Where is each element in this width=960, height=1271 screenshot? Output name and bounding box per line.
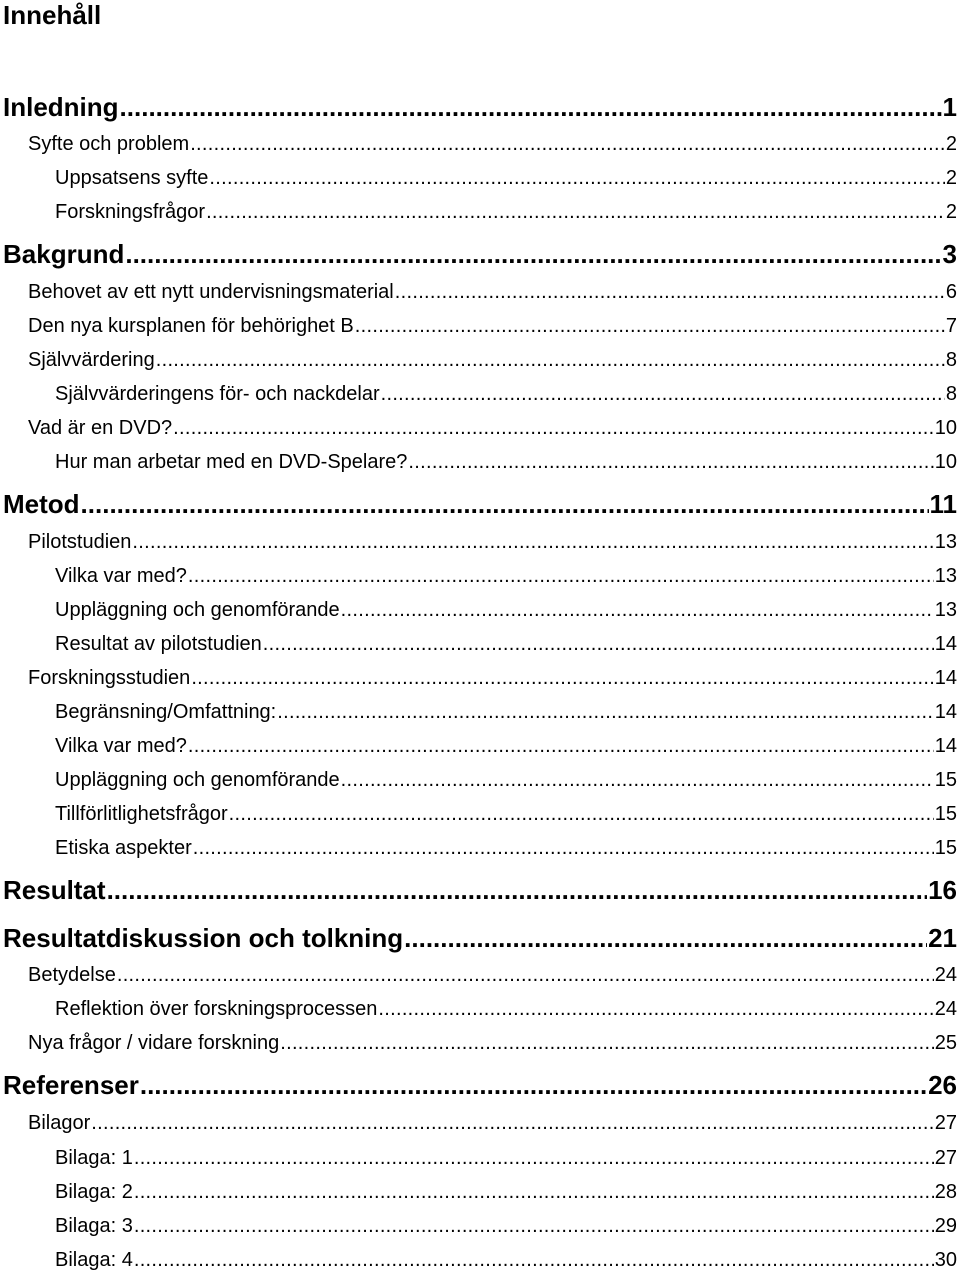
toc-entry-label: Resultat av pilotstudien: [55, 633, 262, 655]
toc-entry-label: Pilotstudien: [28, 531, 132, 553]
toc-entry[interactable]: [55, 838, 957, 858]
toc-dot-leader: [125, 241, 941, 267]
toc-entry-label: Referenser: [3, 1070, 139, 1100]
toc-dot-leader: [280, 1033, 934, 1053]
toc-entry[interactable]: [28, 1033, 957, 1053]
toc-entry-page-number: 3: [942, 239, 957, 269]
toc-entry[interactable]: [55, 566, 957, 586]
toc-entry-label: Betydelse: [28, 964, 116, 986]
toc-entry-page-number: 6: [945, 281, 957, 303]
toc-entry[interactable]: [3, 925, 957, 951]
toc-dot-leader: [134, 1148, 934, 1168]
toc-entry[interactable]: [55, 452, 957, 472]
toc-entry-label: Metod: [3, 489, 80, 519]
toc-entry-page-number: 13: [934, 531, 957, 553]
toc-entry-label: Bilaga: 4: [55, 1249, 133, 1271]
toc-entry-page-number: 2: [945, 167, 957, 189]
toc-dot-leader: [277, 702, 934, 722]
toc-entry-page-number: 11: [929, 489, 957, 519]
toc-entry-page-number: 16: [928, 875, 957, 905]
toc-entry[interactable]: [55, 1216, 957, 1236]
toc-entry-page-number: 2: [945, 201, 957, 223]
toc-entry-page-number: 24: [934, 998, 957, 1020]
toc-dot-leader: [81, 491, 929, 517]
toc-entry-label: Hur man arbetar med en DVD-Spelare?: [55, 451, 408, 473]
toc-entry[interactable]: [28, 668, 957, 688]
toc-entry-label: Reflektion över forskningsprocessen: [55, 998, 378, 1020]
toc-entry-page-number: 14: [934, 701, 957, 723]
toc-entry[interactable]: [55, 600, 957, 620]
toc-entry-page-number: 28: [934, 1181, 957, 1203]
toc-entry[interactable]: [28, 418, 957, 438]
toc-entry-label: Självvärdering: [28, 349, 155, 371]
toc-entry-label: Nya frågor / vidare forskning: [28, 1032, 280, 1054]
toc-dot-leader: [408, 452, 933, 472]
toc-dot-leader: [341, 600, 934, 620]
toc-entry-page-number: 21: [928, 923, 957, 953]
toc-dot-leader: [395, 282, 945, 302]
toc-entry[interactable]: [55, 1182, 957, 1202]
toc-entry[interactable]: [28, 282, 957, 302]
toc-dot-leader: [156, 350, 945, 370]
toc-dot-leader: [404, 925, 927, 951]
toc-dot-leader: [229, 804, 934, 824]
toc-dot-leader: [134, 1216, 934, 1236]
toc-entry-label: Bilaga: 3: [55, 1215, 133, 1237]
toc-entry[interactable]: [55, 736, 957, 756]
toc-entry-page-number: 7: [945, 315, 957, 337]
toc-dot-leader: [206, 202, 945, 222]
toc-entry[interactable]: [55, 168, 957, 188]
toc-entry[interactable]: [28, 532, 957, 552]
toc-entry-label: Inledning: [3, 92, 119, 122]
toc-entry[interactable]: [28, 965, 957, 985]
toc-entry[interactable]: [28, 1113, 957, 1133]
toc-entry[interactable]: [55, 702, 957, 722]
toc-entry-label: Begränsning/Omfattning:: [55, 701, 277, 723]
toc-dot-leader: [91, 1113, 933, 1133]
toc-entry-label: Bilaga: 1: [55, 1147, 133, 1169]
toc-dot-leader: [132, 532, 933, 552]
toc-entry[interactable]: [55, 202, 957, 222]
toc-entry-label: Bakgrund: [3, 239, 125, 269]
toc-dot-leader: [191, 668, 933, 688]
toc-dot-leader: [120, 94, 942, 120]
toc-entry-page-number: 27: [934, 1112, 957, 1134]
toc-entry-page-number: 15: [934, 837, 957, 859]
toc-entry[interactable]: [55, 384, 957, 404]
toc-entry-page-number: 26: [928, 1070, 957, 1100]
toc-entry-label: Bilaga: 2: [55, 1181, 133, 1203]
toc-dot-leader: [173, 418, 934, 438]
toc-entry-page-number: 14: [934, 633, 957, 655]
toc-entry-label: Vilka var med?: [55, 735, 187, 757]
toc-entry-label: Resultatdiskussion och tolkning: [3, 923, 404, 953]
toc-entry-label: Tillförlitlighetsfrågor: [55, 803, 228, 825]
toc-entry-page-number: 8: [945, 383, 957, 405]
toc-dot-leader: [381, 384, 945, 404]
toc-dot-leader: [140, 1072, 927, 1098]
toc-entry[interactable]: [55, 634, 957, 654]
toc-entry-page-number: 25: [934, 1032, 957, 1054]
toc-entry-page-number: 24: [934, 964, 957, 986]
page-title: Innehåll: [3, 0, 102, 30]
toc-entry-label: Vilka var med?: [55, 565, 187, 587]
toc-dot-leader: [134, 1182, 934, 1202]
toc-dot-leader: [193, 838, 934, 858]
toc-entry[interactable]: [28, 316, 957, 336]
toc-entry[interactable]: [3, 1072, 957, 1098]
toc-dot-leader: [117, 965, 934, 985]
toc-dot-leader: [355, 316, 945, 336]
toc-entry-label: Självvärderingens för- och nackdelar: [55, 383, 380, 405]
toc-entry[interactable]: [28, 350, 957, 370]
toc-entry-label: Forskningsstudien: [28, 667, 191, 689]
toc-entry[interactable]: [3, 877, 957, 903]
toc-entry-page-number: 10: [934, 451, 957, 473]
toc-entry-page-number: 15: [934, 769, 957, 791]
toc-entry-label: Forskningsfrågor: [55, 201, 206, 223]
toc-dot-leader: [190, 134, 945, 154]
toc-entry-page-number: 13: [934, 565, 957, 587]
toc-entry-label: Uppläggning och genomförande: [55, 769, 340, 791]
toc-dot-leader: [107, 877, 928, 903]
toc-entry-page-number: 13: [934, 599, 957, 621]
toc-entry-label: Bilagor: [28, 1112, 91, 1134]
toc-entry-page-number: 14: [934, 735, 957, 757]
toc-dot-leader: [134, 1250, 934, 1270]
toc-dot-leader: [341, 770, 934, 790]
toc-entry-label: Vad är en DVD?: [28, 417, 173, 439]
toc-entry[interactable]: [3, 241, 957, 267]
toc-dot-leader: [188, 736, 934, 756]
toc-dot-leader: [378, 999, 933, 1019]
toc-entry-label: Etiska aspekter: [55, 837, 192, 859]
toc-entry[interactable]: [55, 1250, 957, 1270]
toc-entry[interactable]: [3, 491, 957, 517]
toc-entry-page-number: 2: [945, 133, 957, 155]
toc-entry-label: Uppsatsens syfte: [55, 167, 209, 189]
toc-entry-page-number: 30: [934, 1249, 957, 1271]
toc-dot-leader: [188, 566, 934, 586]
toc-entry-page-number: 1: [942, 92, 957, 122]
toc-entry-page-number: 15: [934, 803, 957, 825]
toc-entry-label: Behovet av ett nytt undervisningsmaterial: [28, 281, 394, 303]
toc-entry-page-number: 14: [934, 667, 957, 689]
toc-dot-leader: [209, 168, 944, 188]
toc-entry-label: Uppläggning och genomförande: [55, 599, 340, 621]
toc-entry[interactable]: [3, 94, 957, 120]
toc-entry[interactable]: [28, 134, 957, 154]
toc-entry[interactable]: [55, 1148, 957, 1168]
toc-entry[interactable]: [55, 999, 957, 1019]
toc-dot-leader: [263, 634, 934, 654]
toc-entry[interactable]: [55, 804, 957, 824]
toc-entry-page-number: 29: [934, 1215, 957, 1237]
toc-entry-label: Resultat: [3, 875, 106, 905]
toc-entry-label: Den nya kursplanen för behörighet B: [28, 315, 354, 337]
toc-entry-page-number: 27: [934, 1147, 957, 1169]
toc-entry[interactable]: [55, 770, 957, 790]
toc-entry-page-number: 10: [934, 417, 957, 439]
toc-entry-page-number: 8: [945, 349, 957, 371]
toc-entry-label: Syfte och problem: [28, 133, 190, 155]
